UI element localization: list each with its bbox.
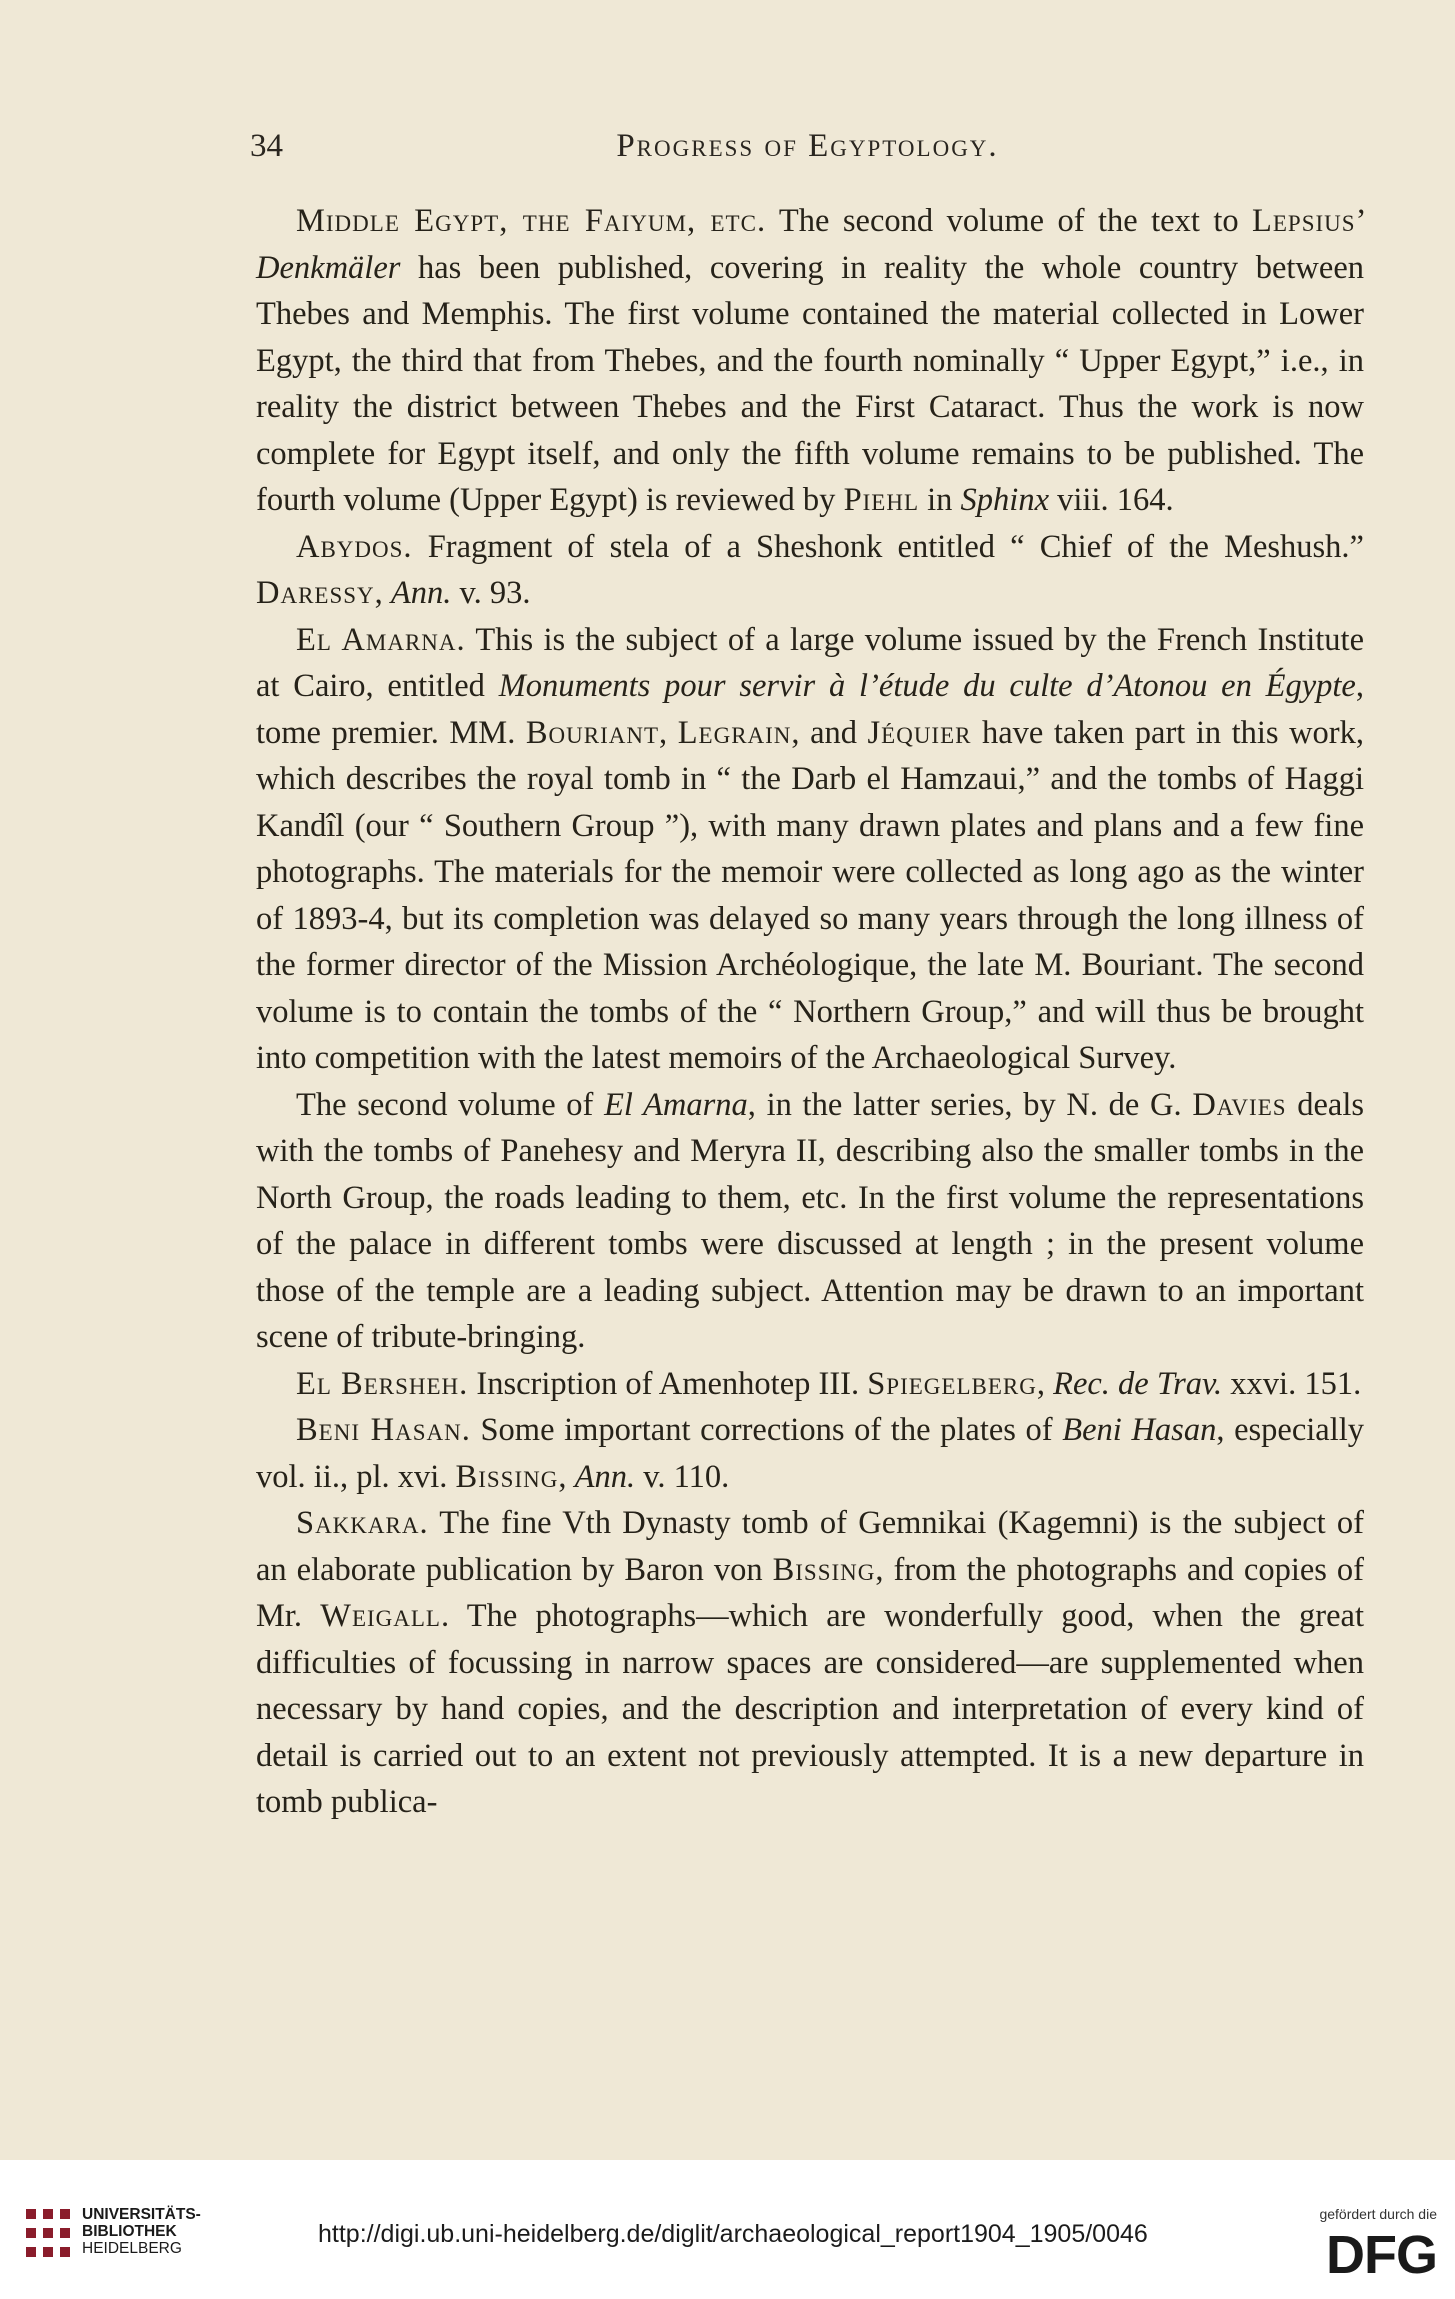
text-run: , xyxy=(558,1458,575,1495)
text-run: xxvi. 151. xyxy=(1222,1365,1362,1402)
text-run: have taken part in this work, which describes the royal tomb in “ the Darb el Hamzaui,” and the tombs of Haggi Kandîl (our “ Southern Group ”), with many drawn plates and plans and a few fine photographs. The materials for the memoir were collected as long ago as the winter of 1893-4, but its completion was delayed so many years through the long illness of the former director of the Mission Archéologique, the late M. Bouriant. The second volume is to contain the tombs of the “ Northern Group,” and will thus be brought into competition with the latest memoirs of the Archaeological Survey. xyxy=(256,714,1365,1076)
text-run: , especially vol. ii., pl. xvi. xyxy=(256,1412,1365,1495)
author-name: Bissing xyxy=(772,1551,876,1588)
text-run: Inscription of Amenhotep III. xyxy=(468,1365,868,1402)
paragraph xyxy=(256,1500,1364,1826)
section-heading: Beni Hasan. xyxy=(296,1412,471,1448)
text-run: The second volume of the text to xyxy=(766,203,1253,239)
paragraph xyxy=(256,1407,1364,1500)
paragraph xyxy=(256,617,1364,1082)
italic-title: Rec. de Trav. xyxy=(1053,1365,1223,1402)
paragraph xyxy=(256,198,1364,524)
text-run: , tome premier. MM. xyxy=(256,668,1364,751)
text-run: v. 110. xyxy=(635,1458,730,1495)
page-number: 34 xyxy=(250,128,283,164)
author-name: Bissing xyxy=(455,1458,559,1495)
text-run: has been published, covering in reality the whole country between Thebes and Memphis. The first volume contained the material collected in Lower Egypt, the third that from Thebes, and the fourth nominally “ Upper Egypt,” i.e., in reality the district between Thebes and the First Cataract. Thus the work is now complete for Egypt itself, and only the fifth volume remains to be published. The fourth volume (Upper Egypt) is reviewed by xyxy=(256,249,1364,518)
author-name: Jéquier xyxy=(867,714,972,751)
text-run: , from the photographs and copies of Mr. xyxy=(256,1551,1364,1634)
italic-title: Monuments pour servir à l’étude du culte d’Atonou en Égypte xyxy=(498,668,1356,704)
paragraph xyxy=(256,1082,1364,1361)
dfg-logo: DFG xyxy=(1326,2225,1437,2285)
text-run: , xyxy=(1036,1365,1054,1402)
page-header xyxy=(250,128,1365,178)
author-name: Daressy xyxy=(256,575,375,611)
author-name: Bouriant xyxy=(525,714,660,751)
text-run: ’ xyxy=(1355,203,1364,239)
text-run: , xyxy=(374,575,391,611)
university-library-heidelberg-logo-icon xyxy=(22,2205,74,2261)
running-title: Progress of Egyptology. xyxy=(616,128,999,164)
text-run: Some important corrections of the plates of xyxy=(470,1412,1063,1448)
paragraph xyxy=(256,1361,1364,1408)
text-run: The fine Vth Dynasty tomb of Gemnikai (Kagemni) is the subject of an elaborate publication by Baron von xyxy=(256,1505,1364,1588)
section-heading: El Amarna. xyxy=(296,621,466,658)
italic-title: Beni Hasan xyxy=(1062,1412,1217,1448)
text-run: in xyxy=(919,482,961,518)
text-run: The second volume of xyxy=(296,1086,605,1123)
author-name: Weigall xyxy=(320,1598,441,1634)
funding-note: gefördert durch die xyxy=(1319,2206,1437,2222)
author-name: Legrain xyxy=(677,714,792,751)
library-name xyxy=(82,2206,201,2257)
library-name-line1: UNIVERSITÄTS- xyxy=(82,2206,201,2223)
permalink-url[interactable]: http://digi.ub.uni-heidelberg.de/diglit/archaeological_report1904_1905/0046 xyxy=(318,2220,1148,2248)
text-run: viii. 164. xyxy=(1049,482,1174,518)
author-name: Piehl xyxy=(843,482,920,518)
text-run: v. 93. xyxy=(451,575,531,611)
text-run: , xyxy=(659,714,678,751)
text-run: deals with the tombs of Panehesy and Meryra II, describing also the smaller tombs in the North Group, the roads leading to them, etc. In the first volume the representations of the palace in different tombs were discussed at length ; in the present volume those of the temple are a leading subject. Attention may be drawn to an important scene of tribute-bringing. xyxy=(256,1086,1365,1355)
italic-title: Denkmäler xyxy=(256,249,401,286)
italic-title: Ann. xyxy=(574,1458,636,1495)
italic-title: Sphinx xyxy=(960,482,1050,518)
section-heading: Abydos. xyxy=(296,528,413,565)
italic-title: Ann. xyxy=(390,575,452,611)
digitization-footer xyxy=(0,2160,1455,2299)
text-run: Fragment of stela of a Sheshonk entitled “ Chief of the Meshush.” xyxy=(412,528,1364,565)
section-heading: Middle Egypt, the Faiyum, etc. xyxy=(296,203,767,239)
section-heading: Sakkara. xyxy=(296,1505,429,1541)
author-name: Spiegelberg xyxy=(867,1365,1037,1402)
paragraph xyxy=(256,524,1364,617)
body-text xyxy=(256,198,1364,1826)
text-run: , in the latter series, by N. de G. xyxy=(747,1086,1193,1123)
library-name-line2: BIBLIOTHEK xyxy=(82,2223,177,2240)
text-run: This is the subject of a large volume issued by the French Institute at Cairo, entitled xyxy=(256,621,1365,704)
text-run: , and xyxy=(791,714,868,751)
author-name: Davies xyxy=(1192,1086,1287,1123)
section-heading: El Bersheh. xyxy=(296,1365,469,1402)
italic-title: El Amarna xyxy=(604,1086,748,1123)
author-name: Lepsius xyxy=(1252,203,1356,239)
library-name-line3: HEIDELBERG xyxy=(82,2240,182,2257)
text-run: . The photographs—which are wonderfully good, when the great difficulties of focussing in narrow spaces are considered—are supplemented when necessary by hand copies, and the description and interpretation of every kind of detail is carried out to an extent not previously attempted. It is a new departure in tomb publica- xyxy=(256,1598,1364,1820)
